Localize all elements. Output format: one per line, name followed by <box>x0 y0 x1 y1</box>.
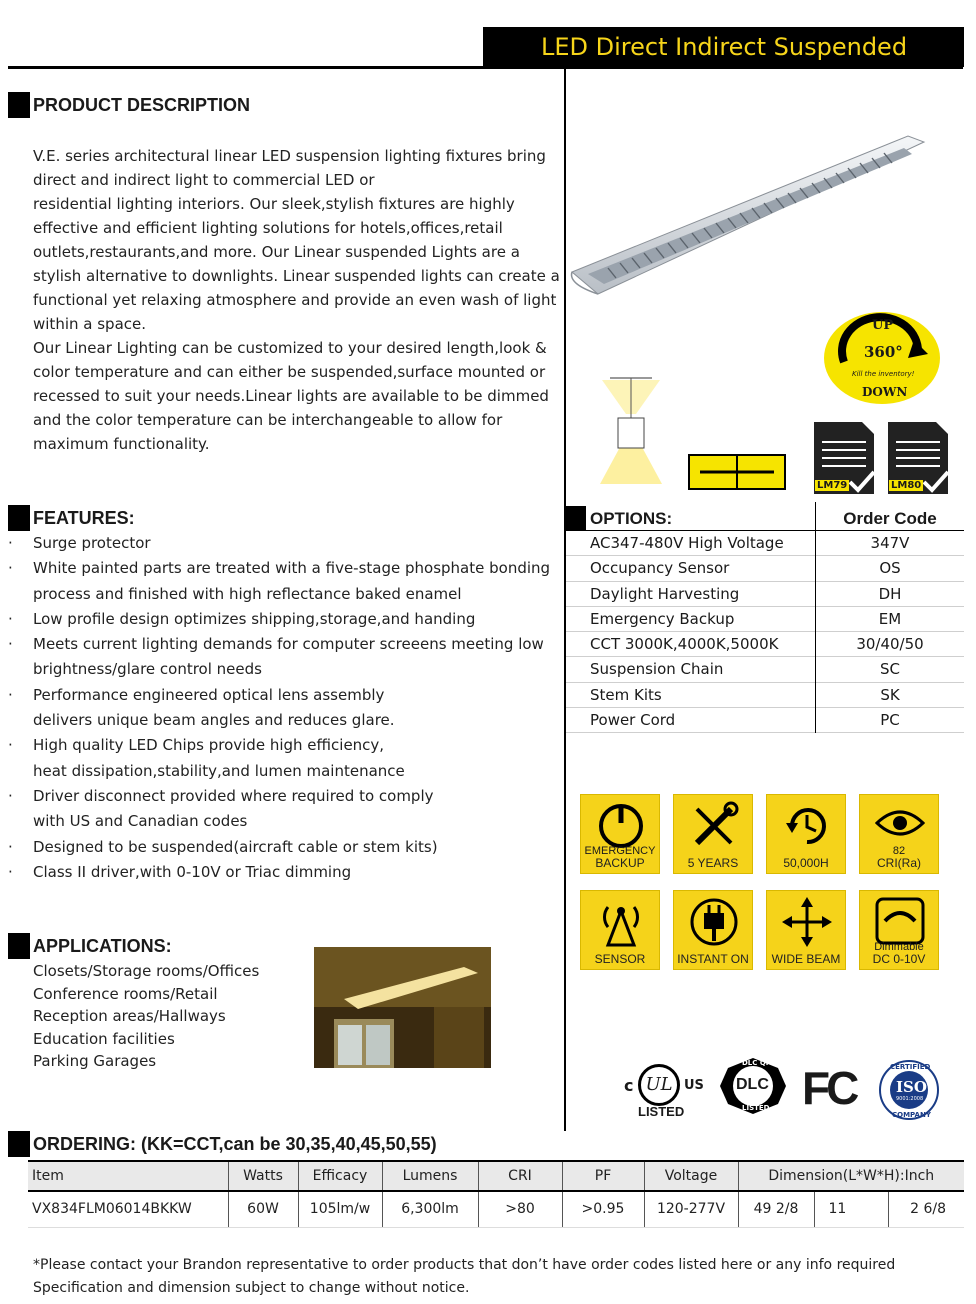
cell-lumens: 6,300lm <box>382 1191 478 1227</box>
plug-icon <box>689 897 739 947</box>
feature-icon-caption: 50,000H <box>783 856 829 870</box>
applications-title: APPLICATIONS: <box>33 936 172 956</box>
bullet-icon: · <box>8 786 13 805</box>
document-title: LED Direct Indirect Suspended <box>483 27 964 67</box>
feature-icon-caption: DC 0-10V <box>872 952 926 966</box>
description-line: stylish alternative to downlights. Linear suspended lights can create a <box>33 267 560 285</box>
application-room-photo <box>314 947 491 1068</box>
fcc-mark: FC <box>802 1062 856 1114</box>
option-code: EM <box>815 607 964 632</box>
col-item: Item <box>28 1161 228 1191</box>
description-line: direct and indirect light to commercial LED or <box>33 171 375 189</box>
badge-kill-inventory: Kill the inventory! <box>852 370 915 378</box>
option-name: CCT 3000K,4000K,5000K <box>590 635 779 654</box>
heading-marker <box>8 1131 30 1157</box>
lm79-label: LM79 <box>817 480 848 491</box>
feature-text: delivers unique beam angles and reduces glare. <box>33 711 395 730</box>
feature-item <box>8 809 558 834</box>
feature-text: Meets current lighting demands for computer screeens meeting low <box>33 635 544 654</box>
ordering-header-row <box>28 1161 964 1191</box>
col-cri: CRI <box>478 1161 562 1191</box>
option-code: 347V <box>815 531 964 556</box>
description-line: functional yet relaxing atmosphere and provide an even wash of light <box>33 291 557 309</box>
footnotes <box>33 1254 963 1300</box>
option-row <box>566 632 964 657</box>
feature-text: High quality LED Chips provide high efficiency, <box>33 736 385 755</box>
tools-icon <box>689 801 739 851</box>
iso-company-label: COMPANY <box>892 1111 931 1119</box>
feature-item <box>8 531 558 556</box>
heading-marker <box>8 92 30 118</box>
feature-text: brightness/glare control needs <box>33 660 262 679</box>
feature-icon-inner-label: Dimmable <box>874 941 924 953</box>
lm79-badge <box>812 420 878 496</box>
application-item: Parking Garages <box>33 1052 157 1071</box>
feature-item <box>8 733 558 758</box>
bullet-icon: · <box>8 736 13 755</box>
cell-dimension-height: 2 6/8 <box>888 1191 964 1227</box>
options-rows <box>566 531 964 733</box>
feature-icon-caption: SENSOR <box>594 952 646 966</box>
feature-icon-tile <box>766 794 846 874</box>
badge-360-label: 360° <box>864 343 903 361</box>
linkable-connector-icon <box>688 454 786 490</box>
feature-item <box>8 632 558 657</box>
feature-text: Surge protector <box>33 534 151 552</box>
iso-certified-mark <box>876 1060 942 1120</box>
footnote-disclaimer: Specification and dimension subject to change without notice. <box>33 1280 470 1296</box>
feature-icon-tile <box>673 890 753 970</box>
feature-icon-tile <box>766 890 846 970</box>
badge-up-label: UP <box>872 318 894 333</box>
cell-watts: 60W <box>228 1191 298 1227</box>
product-description-heading <box>8 92 508 120</box>
col-efficacy: Efficacy <box>298 1161 382 1191</box>
description-line: effective and efficient lighting solutions for hotels,offices,retail <box>33 219 503 237</box>
option-row <box>566 657 964 682</box>
feature-text: process and finished with high reflectance baked enamel <box>33 584 462 603</box>
option-row <box>566 556 964 581</box>
applications-heading <box>8 933 308 961</box>
product-description-title: PRODUCT DESCRIPTION <box>33 95 251 115</box>
heading-marker <box>566 506 586 530</box>
applications-list <box>33 960 313 1073</box>
cell-efficacy: 105lm/w <box>298 1191 382 1227</box>
col-voltage: Voltage <box>644 1161 738 1191</box>
cell-cri: >80 <box>478 1191 562 1227</box>
feature-icon-caption: CRI(Ra) <box>877 856 921 870</box>
description-line: maximum functionality. <box>33 435 210 453</box>
option-name: Power Cord <box>590 711 676 730</box>
feature-item <box>8 683 558 708</box>
features-heading <box>8 505 408 533</box>
bullet-icon: · <box>8 862 13 881</box>
option-code: SK <box>815 683 964 708</box>
bullet-icon: · <box>8 685 13 704</box>
description-line: color temperature and can either be suspended,surface mounted or <box>33 363 546 381</box>
cell-item: VX834FLM06014BKKW <box>28 1191 228 1227</box>
description-line: residential lighting interiors. Our sleek,stylish fixtures are highly <box>33 195 515 213</box>
feature-icon-tile <box>673 794 753 874</box>
option-name: Emergency Backup <box>590 609 735 628</box>
cell-voltage: 120-277V <box>644 1191 738 1227</box>
feature-icon-inner-label: 82 <box>892 845 906 857</box>
feature-text: Performance engineered optical lens assembly <box>33 685 385 704</box>
lm80-badge <box>886 420 952 496</box>
feature-icon-inner-label: EMERGENCY <box>584 845 656 857</box>
badge-down-label: DOWN <box>862 385 908 399</box>
description-line: outlets,restaurants,and more. Our Linear suspended Lights are a <box>33 243 520 261</box>
feature-icon-caption: 5 YEARS <box>687 856 739 870</box>
feature-item <box>8 784 558 809</box>
dlc-listed-label: LISTED <box>742 1104 770 1112</box>
col-dimension: Dimension(L*W*H):Inch <box>738 1161 964 1191</box>
iso-label: ISO <box>896 1078 927 1096</box>
feature-item <box>8 657 558 682</box>
sensor-tower-icon <box>596 897 646 947</box>
bullet-icon: · <box>8 635 13 654</box>
bullet-icon: · <box>8 534 13 552</box>
options-table <box>566 502 964 733</box>
option-code: SC <box>815 657 964 682</box>
feature-text: White painted parts are treated with a five-stage phosphate bonding <box>33 559 551 578</box>
light-distribution-diagram <box>596 376 666 488</box>
clock-refresh-icon <box>782 801 832 851</box>
iso-certified-label: CERTIFIED <box>890 1063 931 1071</box>
features-title: FEATURES: <box>33 508 135 528</box>
ordering-heading <box>8 1131 608 1159</box>
col-pf: PF <box>562 1161 644 1191</box>
ul-listed-mark <box>622 1062 708 1122</box>
dlc-label: DLC <box>736 1076 769 1093</box>
ordering-table <box>28 1160 964 1228</box>
option-code: OS <box>815 556 964 581</box>
feature-item <box>8 582 558 607</box>
application-item: Closets/Storage rooms/Offices <box>33 962 260 980</box>
heading-marker <box>8 933 30 959</box>
lm80-label: LM80 <box>891 480 922 491</box>
option-name: AC347-480V High Voltage <box>590 534 784 552</box>
product-description-text <box>33 144 561 456</box>
feature-text: heat dissipation,stability,and lumen maintenance <box>33 761 405 780</box>
feature-icon-tile <box>859 890 939 970</box>
option-name: Daylight Harvesting <box>590 584 740 603</box>
feature-text: Class II driver,with 0-10V or Triac dimming <box>33 862 352 881</box>
cell-pf: >0.95 <box>562 1191 644 1227</box>
option-name: Occupancy Sensor <box>590 559 730 578</box>
description-line: V.E. series architectural linear LED suspension lighting fixtures bring <box>33 147 546 165</box>
bullet-icon: · <box>8 559 13 578</box>
wide-beam-arrows-icon <box>782 897 832 947</box>
feature-item <box>8 708 558 733</box>
ul-listed-label: LISTED <box>638 1104 685 1119</box>
order-code-title: Order Code <box>815 502 964 531</box>
option-row <box>566 708 964 733</box>
feature-item <box>8 607 558 632</box>
application-item: Reception areas/Hallways <box>33 1007 226 1026</box>
col-watts: Watts <box>228 1161 298 1191</box>
luminaire-product-image <box>568 132 928 302</box>
up-down-360-badge <box>822 310 942 406</box>
feature-icon-tile <box>580 794 660 874</box>
bullet-icon: · <box>8 609 13 628</box>
col-lumens: Lumens <box>382 1161 478 1191</box>
feature-text: Low profile design optimizes shipping,storage,and handing <box>33 609 476 628</box>
dlc-listed-mark <box>718 1056 788 1116</box>
feature-icon-caption: INSTANT ON <box>677 952 749 966</box>
description-line: and the color temperature can be interchangeable to allow for <box>33 411 503 429</box>
description-line: recessed to suit your needs.Linear lights are available to be dimmed <box>33 387 549 405</box>
feature-icon-tile <box>580 890 660 970</box>
ul-logo-circle: UL <box>638 1064 680 1106</box>
option-name: Stem Kits <box>590 685 662 704</box>
dimmer-icon <box>875 897 925 947</box>
footnote-contact: *Please contact your Brandon representative to order products that don’t have order codes listed here or any info required <box>33 1257 896 1273</box>
feature-item <box>8 835 558 860</box>
feature-icon-caption: WIDE BEAM <box>771 952 841 966</box>
option-code: DH <box>815 582 964 607</box>
application-item: Conference rooms/Retail <box>33 984 218 1003</box>
feature-icon-caption: BACKUP <box>595 856 645 870</box>
application-item: Education facilities <box>33 1029 175 1048</box>
description-line: within a space. <box>33 315 146 333</box>
options-title: OPTIONS: <box>590 509 673 528</box>
eye-icon <box>875 801 925 851</box>
description-line: Our Linear Lighting can be customized to your desired length,look & <box>33 339 547 357</box>
option-code: PC <box>815 708 964 733</box>
option-row <box>566 607 964 632</box>
option-row <box>566 582 964 607</box>
bullet-icon: · <box>8 837 13 856</box>
feature-item <box>8 759 558 784</box>
option-row <box>566 531 964 556</box>
options-table-header <box>566 502 964 531</box>
feature-icons-grid <box>580 794 946 972</box>
features-list <box>8 531 558 885</box>
feature-text: Designed to be suspended(aircraft cable or stem kits) <box>33 837 438 856</box>
feature-text: with US and Canadian codes <box>33 812 248 831</box>
header-rule <box>8 66 963 69</box>
option-code: 30/40/50 <box>815 632 964 657</box>
feature-icon-tile <box>859 794 939 874</box>
cell-dimension-length: 49 2/8 <box>738 1191 814 1227</box>
feature-item <box>8 556 558 581</box>
dlc-qpl-label: DLC QPL <box>742 1059 776 1067</box>
iso-number-label: 9001:2008 <box>896 1096 924 1102</box>
ul-us-label: US <box>684 1078 704 1093</box>
emergency-power-icon <box>596 801 646 851</box>
ordering-title: ORDERING: (KK=CCT,can be 30,35,40,45,50,55) <box>33 1134 437 1154</box>
option-row <box>566 683 964 708</box>
heading-marker <box>8 505 30 531</box>
option-name: Suspension Chain <box>590 660 724 679</box>
cell-dimension-width: 11 <box>814 1191 888 1227</box>
feature-item <box>8 860 558 885</box>
table-row <box>28 1191 964 1227</box>
ul-c-label: c <box>624 1076 634 1095</box>
feature-text: Driver disconnect provided where required to comply <box>33 786 434 805</box>
